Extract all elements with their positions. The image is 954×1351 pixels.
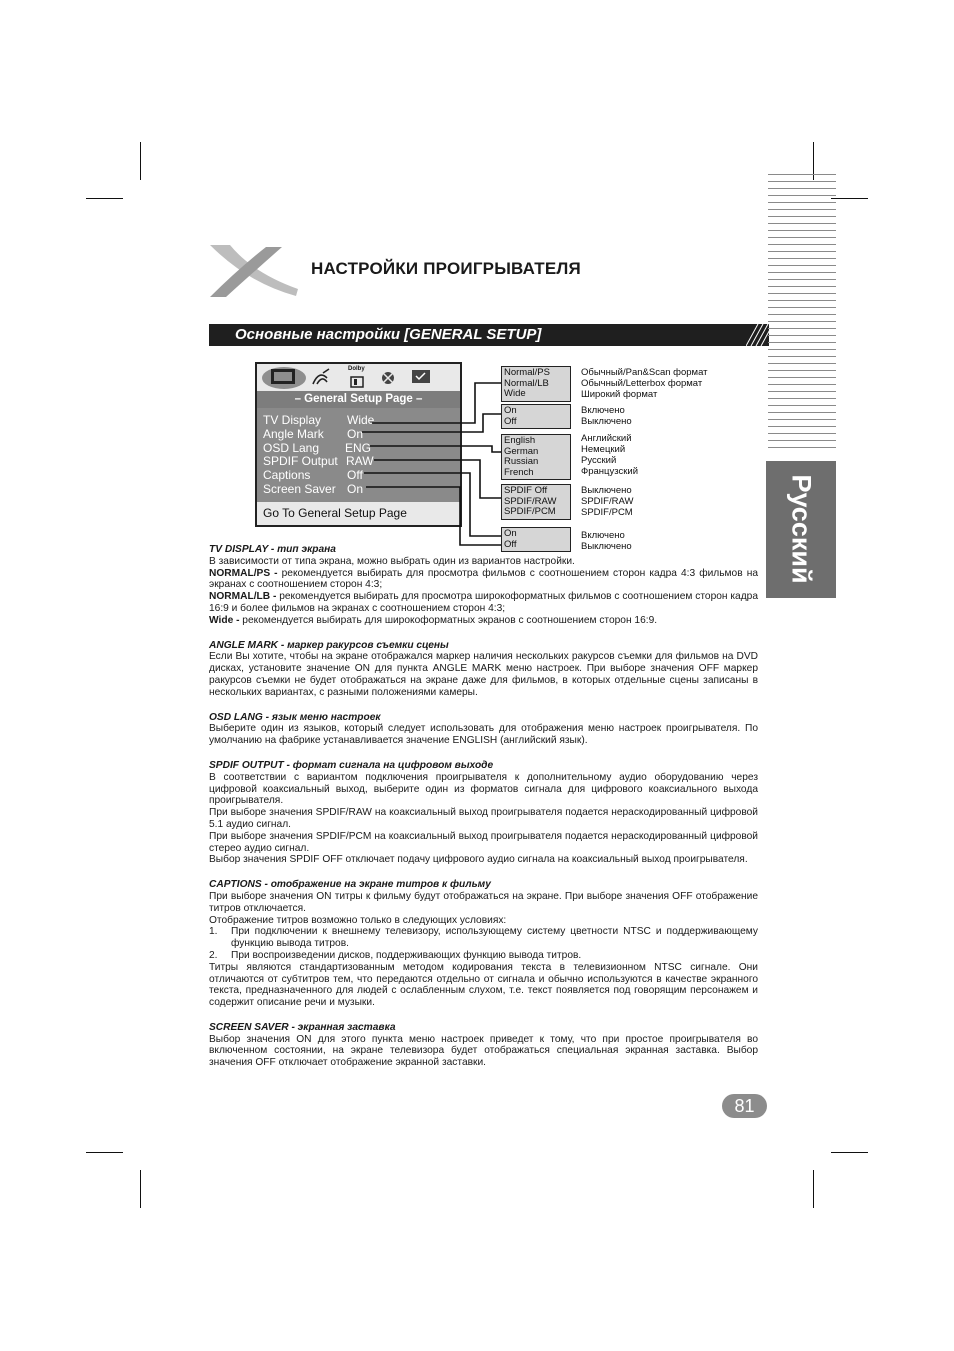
crop-mark — [86, 1152, 123, 1153]
section-heading: SPDIF OUTPUT - формат сигнала на цифровом выходе — [209, 759, 494, 771]
paragraph: При выборе значения ON титры к фильму будут отображаться на экране. При выборе значения OFF отображение титров отключается. — [209, 890, 758, 914]
section-heading: OSD LANG - язык меню настроек — [209, 711, 381, 723]
option-value[interactable]: Normal/PS — [504, 367, 550, 378]
paragraph: При выборе значения SPDIF/PCM на коаксиальный выход проигрывателя подается нераскодированный цифровой стерео аудио сигнал. — [209, 830, 758, 854]
list-number: 2. — [209, 949, 218, 961]
option-value[interactable]: English — [504, 435, 536, 446]
paragraph — [209, 568, 758, 592]
osd-lang-descriptions — [581, 433, 638, 477]
menu-item-label[interactable]: SPDIF Output — [263, 454, 338, 468]
term-text: рекомендуется выбирать для широкоформатных экранов с соотношением сторон 16:9. — [239, 614, 658, 626]
menu-item-value: ENG — [345, 441, 372, 455]
option-description: Французский — [581, 466, 638, 477]
option-description: Включено — [581, 405, 625, 416]
paragraph — [209, 591, 758, 615]
menu-item-label[interactable]: OSD Lang — [263, 441, 320, 455]
tv-display-descriptions — [581, 367, 708, 400]
term: NORMAL/PS - — [209, 567, 278, 579]
option-value[interactable]: German — [504, 445, 539, 457]
option-value[interactable]: On — [504, 405, 517, 416]
option-description: Английский — [581, 433, 632, 444]
option-description: Включено — [581, 530, 625, 541]
option-value[interactable]: Off — [504, 538, 517, 550]
list-item — [209, 950, 758, 962]
angle-mark-options — [501, 404, 571, 429]
paragraph — [209, 615, 758, 627]
spdif-options — [501, 484, 571, 520]
crop-mark — [813, 1170, 814, 1208]
osd-lang-options — [501, 434, 571, 480]
section-heading: ANGLE MARK - маркер ракурсов съемки сцены — [209, 639, 449, 651]
menu-item-label[interactable]: TV Display — [263, 413, 322, 427]
list-number: 1. — [209, 926, 218, 938]
option-value[interactable]: Off — [504, 415, 517, 427]
paragraph: Если Вы хотите, чтобы на экране отображался маркер наличия нескольких ракурсов съемки для фильмов на DVD дисках, установите значение ON для пункта ANGLE MARK меню настроек. При выборе значения OFF маркер ракурсов съемки не будет отображаться на экране даже для фильмов, в которых отдельные сцены записаны в нескольких вариантах, с разными положениями камеры. — [209, 651, 758, 698]
option-description: Широкий формат — [581, 389, 658, 400]
menu-item-value: On — [347, 427, 364, 441]
menu-item-value: Off — [347, 468, 363, 482]
spdif-descriptions — [581, 485, 633, 518]
term: NORMAL/LB - — [209, 591, 277, 603]
paragraph: Титры являются стандартизованным методом кодирования текста в телевизионном NTSC сигнале. Они отличаются от субтитров тем, что передаются отдельно от сигнала и обычно используются в качестве экранного текста, предназначенного для людей с ослабленным слухом, т.е. текст появляется под говорящим персонажем и содержит описание речи и музыки. — [209, 961, 758, 1009]
section-heading: CAPTIONS - отображение на экране титров к фильму — [209, 879, 491, 891]
page-number: 81 — [722, 1094, 767, 1118]
option-value[interactable]: Wide — [504, 388, 526, 399]
menu-item-value: On — [347, 482, 364, 496]
list-item — [209, 926, 758, 950]
option-description: Выключено — [581, 541, 632, 552]
page-title: НАСТРОЙКИ ПРОИГРЫВАТЕЛЯ — [311, 259, 581, 278]
term: Wide - — [209, 614, 240, 626]
option-value[interactable]: Russian — [504, 456, 539, 467]
option-description: Обычный/Pan&Scan формат — [581, 367, 708, 378]
option-description: SPDIF/PCM — [581, 507, 633, 518]
paragraph: При выборе значения SPDIF/RAW на коаксиальный выход проигрывателя подается нераскодированный цифровой 5.1 аудио сигнал. — [209, 807, 758, 830]
tv-display-options — [501, 366, 571, 402]
crop-mark — [140, 1170, 141, 1208]
menu-item-value: Wide — [347, 413, 375, 427]
section-heading: SCREEN SAVER - экранная заставка — [209, 1021, 396, 1033]
option-description: Русский — [581, 455, 617, 466]
paragraph: Выбор значения ON для этого пункта меню настроек приведет к тому, что при простое проигрывателя во включенном состоянии, на экране телевизора будет отображаться специальная экранная заставка. Выбор значения OFF отключает отображение экранной заставки. — [209, 1033, 758, 1069]
angle-mark-descriptions — [581, 405, 632, 427]
option-description: Выключено — [581, 416, 632, 427]
option-description: Выключено — [581, 485, 632, 496]
option-value[interactable]: SPDIF Off — [504, 485, 548, 496]
option-value[interactable]: SPDIF/PCM — [504, 506, 556, 517]
paragraph: Выбор значения SPDIF OFF отключает подачу цифрового аудио сигнала на коаксиальный выход проигрывателя. — [209, 854, 748, 866]
menu-item-label[interactable]: Screen Saver — [263, 482, 336, 496]
term-text: рекомендуется выбирать для просмотра широкоформатных фильмов с соотношением сторон кадра 16:9 и более фильмов на экранах с соотношением сторон 4:3; — [209, 591, 758, 614]
paragraph: Отображение титров возможно только в следующих условиях: — [209, 914, 507, 926]
option-description: Немецкий — [581, 444, 626, 455]
option-description: Обычный/Letterbox формат — [581, 378, 703, 389]
list-text: При подключении к внешнему телевизору, использующему систему цветности NTSC и поддерживающему функцию вывода титров. — [231, 926, 758, 950]
dolby-icon-label: Dolby — [348, 366, 365, 372]
option-description: SPDIF/RAW — [581, 496, 634, 507]
paragraph: Выберите один из языков, который следует использовать для отображения меню настроек проигрывателя. По умолчанию на фабрике устанавливается значение ENGLISH (английский язык). — [209, 723, 758, 747]
body-text — [209, 544, 758, 1069]
section-heading: TV DISPLAY - тип экрана — [209, 544, 336, 555]
menu-header: – General Setup Page – — [257, 391, 460, 408]
option-value[interactable]: SPDIF/RAW — [504, 495, 557, 507]
connector-lines — [0, 0, 954, 560]
section-banner-title: Основные настройки [GENERAL SETUP] — [235, 326, 542, 343]
list-text: При воспроизведении дисков, поддерживающих функцию вывода титров. — [231, 949, 582, 961]
menu-item-label[interactable]: Captions — [263, 468, 311, 482]
term-text: рекомендуется выбирать для просмотра фильмов с соотношением сторон кадра 4:3 фильмов на экранах с соотношением сторон 4:3; — [209, 567, 758, 591]
option-value[interactable]: French — [504, 466, 534, 478]
menu-item-label[interactable]: Angle Mark — [263, 427, 324, 441]
menu-item-value: RAW — [346, 454, 374, 468]
option-value[interactable]: Normal/LB — [504, 377, 549, 389]
language-tab-label: Русский — [786, 474, 817, 584]
option-value[interactable]: On — [504, 528, 517, 539]
paragraph: В соответствии с вариантом подключения проигрывателя к дополнительному аудио оборудованию через цифровой коаксиальный выход, выберите один из форматов сигнала для цифрового коаксиального выхода проигрывателя. — [209, 771, 758, 807]
paragraph: В зависимости от типа экрана, можно выбрать один из вариантов настройки. — [209, 555, 575, 567]
crop-mark — [831, 1152, 868, 1153]
menu-footer[interactable]: Go To General Setup Page — [263, 506, 407, 520]
